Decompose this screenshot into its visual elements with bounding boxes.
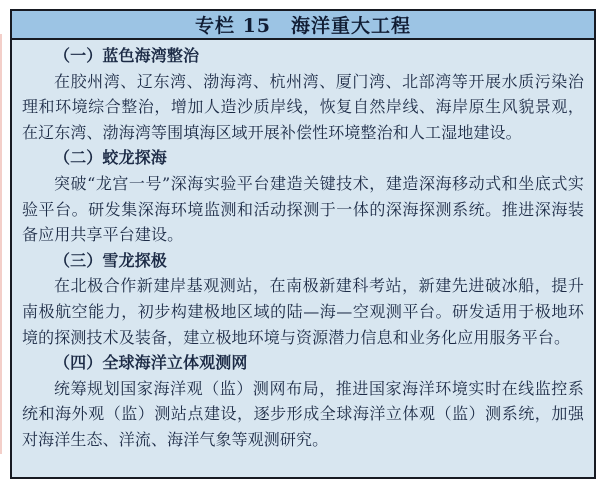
section-heading: （一）蓝色海湾整治 xyxy=(54,46,200,65)
section-heading: （四）全球海洋立体观测网 xyxy=(54,353,248,373)
column-title: 专栏 15 海洋重大工程 xyxy=(194,15,412,37)
column-body xyxy=(12,40,594,477)
section-paragraph: 突破“龙宫一号”深海实验平台建造关键技术，建造深海移动式和坐底式实验平台。研发集深海环境监测和活动探测于一体的深海探测系统。推进深海装备应用共享平台建设。 xyxy=(22,173,584,245)
column-title-bar xyxy=(12,11,594,40)
section-heading: （三）雪龙探极 xyxy=(54,250,167,270)
section-paragraph: 在北极合作新建岸基观测站，在南极新建科考站，新建先进破冰船，提升南极航空能力，初步构建极地区域的陆—海—空观测平台。研发适用于极地环境的探测技术及装备，建立极地环境与资源潜力信息和业务化应用服务平台。 xyxy=(22,276,584,347)
section-heading: （二）蛟龙探海 xyxy=(54,148,167,168)
column-box xyxy=(10,9,596,479)
section-paragraph: 在胶州湾、辽东湾、渤海湾、杭州湾、厦门湾、北部湾等开展水质污染治理和环境综合整治，增加人造沙质岸线，恢复自然岸线、海岸原生风貌景观，在辽东湾、渤海湾等围填海区域开展补偿性环境整治和人工湿地建设。 xyxy=(22,71,584,142)
section-paragraph: 统筹规划国家海洋观（监）测网布局，推进国家海洋环境实时在线监控系统和海外观（监）测站点建设，逐步形成全球海洋立体观（监）测系统，加强对海洋生态、洋流、海洋气象等观测研究。 xyxy=(22,378,584,449)
scan-edge-artifact xyxy=(0,34,2,454)
